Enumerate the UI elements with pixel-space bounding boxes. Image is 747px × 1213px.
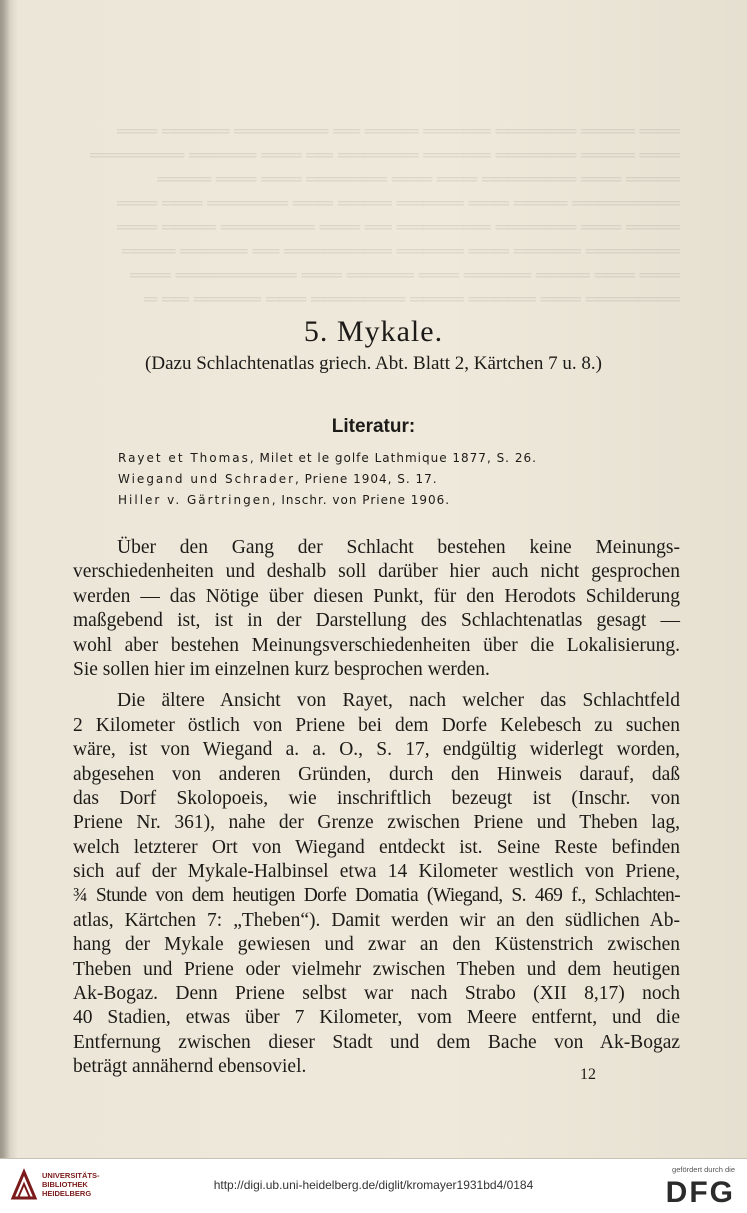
- text-line: maßgebend ist, ist in der Darstellung des Schlachtenatlas gesagt —: [73, 610, 680, 632]
- text-line: atlas, Kärtchen 7: „Theben“). Damit werden wir an den südlichen Ab-: [73, 909, 680, 931]
- text-line: Sie sollen hier im einzelnen kurz besprochen werden.: [73, 658, 490, 680]
- dfg-logo-text: DFG: [665, 1176, 735, 1206]
- funded-by-label: gefördert durch die: [672, 1165, 735, 1174]
- text-line: Priene Nr. 361), nahe der Grenze zwischen Priene und Theben lag,: [73, 812, 680, 834]
- literature-details: , Inschr. von Priene 1906.: [271, 493, 451, 507]
- literature-list: [118, 448, 638, 511]
- literature-details: , Priene 1904, S. 17.: [295, 472, 438, 486]
- text-line: sich auf der Mykale-Halbinsel etwa 14 Kilometer westlich von Priene,: [73, 861, 680, 883]
- literature-entry: [118, 490, 638, 511]
- chapter-atlas-note: (Dazu Schlachtenatlas griech. Abt. Blatt 2, Kärtchen 7 u. 8.): [145, 353, 602, 374]
- bleed-through-text: ═══ ════ ══════ ═════ ════ ══ ═══════ ═════ ═══ ═══ ════ ══════ ═════ ══════ ══ ═══ ═════ ═══════ ════ ═══ ═══════ ═══ ═══ ══════ ═══ ═══ ════ ════════ ════ ═══ ═════ ════ ═══ ══════ ═══ ═══ ════ ═══ ══════ ═══════ ══ ═══ ═══════ ════ ═══ ═══════ ═════ ═══ ═════ ════════ ══ ═════ ════ ═══ ═══ ════ ═════ ═══ ═════ ═══ ═════════ ═══ ═══════ ═══ ═════ ════ ═══════ ═══ ═════ ══ ═: [90, 121, 680, 310]
- paragraph-1: [73, 536, 680, 682]
- text-line: Theben und Priene oder vielmehr zwischen Theben und dem heutigen: [73, 958, 680, 980]
- literature-heading: Literatur:: [331, 416, 416, 437]
- text-line: wohl aber bestehen Meinungsverschiedenheiten über die Lokalisierung.: [73, 634, 680, 656]
- text-line: abgesehen von anderen Gründen, durch den Hinweis darauf, daß: [73, 763, 680, 785]
- text-line: Entfernung zwischen dieser Stadt und dem Bache von Ak-Bogaz: [73, 1031, 680, 1053]
- text-line: wäre, ist von Wiegand a. a. O., S. 17, endgültig widerlegt worden,: [73, 739, 680, 761]
- text-line: Die ältere Ansicht von Rayet, nach welcher das Schlachtfeld: [117, 690, 680, 712]
- text-line: verschiedenheiten und deshalb soll darüber hier auch nicht gesprochen: [73, 561, 680, 583]
- dfg-logo-icon: [651, 1176, 735, 1206]
- library-name-line: HEIDELBERG: [42, 1189, 92, 1198]
- body-text: [73, 536, 680, 1080]
- literature-entry: [118, 448, 638, 469]
- text-line: hang der Mykale gewiesen und zwar an den Küstenstrich zwischen: [73, 934, 680, 956]
- text-line: das Dorf Skolopoeis, wie inschriftlich bezeugt ist (Inschr. von: [73, 787, 680, 809]
- literature-author: Rayet et Thomas: [118, 451, 250, 465]
- text-line: welch letzterer Ort von Wiegand entdeckt ist. Seine Reste befinden: [73, 836, 680, 858]
- text-line: werden — das Nötige über diesen Punkt, für den Herodots Schilderung: [73, 585, 680, 607]
- text-line: Über den Gang der Schlacht bestehen keine Meinungs-: [117, 537, 680, 558]
- library-name-line: BIBLIOTHEK: [42, 1180, 88, 1189]
- text-line: beträgt annähernd ebensoviel.: [73, 1056, 307, 1078]
- text-line: Ak-Bogaz. Denn Priene selbst war nach Strabo (XII 8,17) noch: [73, 983, 680, 1005]
- paragraph-2: [73, 689, 680, 1079]
- chapter-title: 5. Mykale.: [303, 315, 444, 348]
- text-line: 40 Stadien, etwas über 7 Kilometer, vom Meere entfernt, und die: [73, 1007, 680, 1029]
- literature-author: Wiegand und Schrader: [118, 472, 296, 486]
- literature-author: Hiller v. Gärtringen: [118, 493, 272, 507]
- text-line: ¾ Stunde von dem heutigen Dorfe Domatia (Wiegand, S. 469 f., Schlachten-: [73, 885, 680, 907]
- source-url-link[interactable]: http://digi.ub.uni-heidelberg.de/diglit/kromayer1931bd4/0184: [213, 1178, 534, 1192]
- literature-entry: [118, 469, 638, 490]
- text-line: 2 Kilometer östlich von Priene bei dem Dorfe Kelebesch zu suchen: [73, 714, 680, 736]
- page-number: 12: [580, 1066, 596, 1083]
- literature-details: , Milet et le golfe Lathmique 1877, S. 26.: [249, 451, 537, 465]
- viewer-footer: [0, 1158, 747, 1213]
- library-name-line: UNIVERSITÄTS-: [42, 1171, 100, 1180]
